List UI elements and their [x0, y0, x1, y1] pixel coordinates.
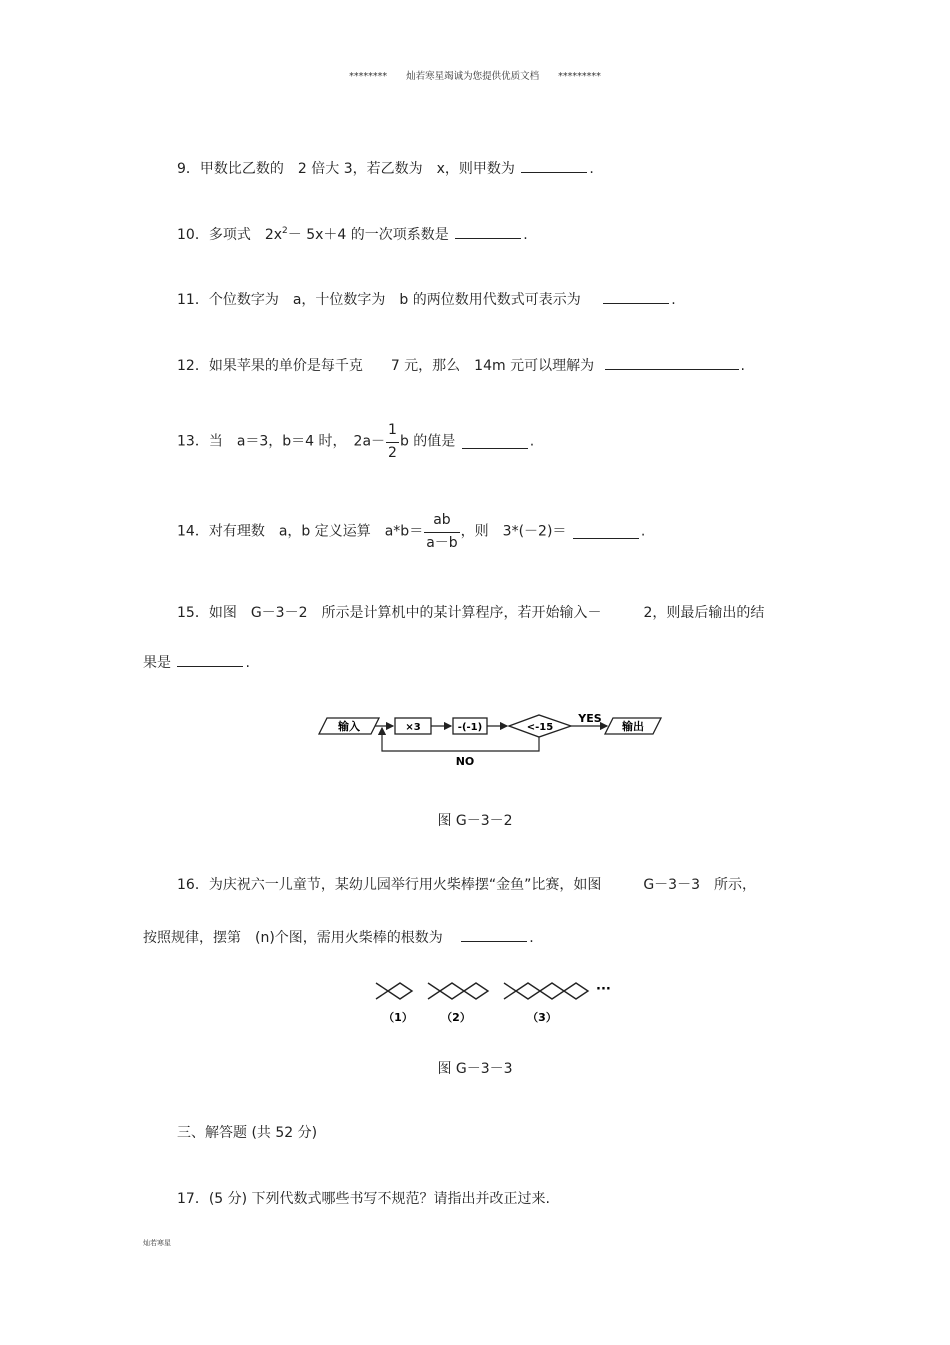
question-17: 17．(5 分) 下列代数式哪些书写不规范？请指出并改正过来.	[177, 1191, 550, 1207]
question-14: 14．对有理数 a，b 定义运算 a*b＝ $\frac{ab}{a-b}$ ，则 3*(－2)＝ .	[177, 512, 646, 551]
answer-blank	[603, 289, 669, 304]
question-9-text: 9．甲数比乙数的 2 倍大 3，若乙数为 x，则甲数为	[177, 161, 515, 177]
question-16-line1: 16．为庆祝六一儿童节，某幼儿园举行用火柴棒摆“金鱼”比赛，如图 G－3－3 所示，	[177, 877, 756, 893]
question-15-line1: 15．如图 G－3－2 所示是计算机中的某计算程序，若开始输入－ 2，则最后输出的结	[177, 605, 765, 621]
header-text: 灿若寒星竭诚为您提供优质文档	[406, 71, 540, 82]
figure-caption: 图 G－3－3	[437, 1061, 513, 1077]
question-15-line2: 果是 .	[143, 652, 250, 673]
fraction: $\frac{ab}{a-b}$	[426, 512, 458, 551]
question-11-text: 11．个位数字为 a，十位数字为 b 的两位数用代数式可表示为	[177, 292, 581, 308]
answer-blank	[573, 524, 639, 539]
no-label: NO	[455, 755, 475, 768]
program-flowchart	[315, 705, 665, 770]
question-9: 9．甲数比乙数的 2 倍大 3，若乙数为 x，则甲数为 .	[177, 158, 594, 179]
input-label: 输入	[338, 720, 360, 733]
yes-label: YES	[578, 712, 602, 725]
question-12: 12．如果苹果的单价是每千克 7 元，那么 14m 元可以理解为 .	[177, 355, 745, 376]
answer-blank	[605, 355, 739, 370]
fraction: $\frac{1}{2}$	[388, 422, 397, 461]
header-stars-left: ********	[349, 71, 388, 82]
page-footer: 灿若寒星	[143, 1239, 171, 1247]
multiply-label: ×3	[405, 722, 421, 733]
answer-blank	[455, 224, 521, 239]
subtract-label: -(-1)	[457, 722, 483, 733]
pattern-label-1: （1）	[383, 1011, 413, 1024]
page-header	[0, 68, 950, 82]
answer-blank	[521, 158, 587, 173]
pattern-label-2: （2）	[441, 1011, 471, 1024]
matchstick-fish-figure	[370, 975, 620, 1030]
question-16-line2: 按照规律，摆第 (n)个图，需用火柴棒的根数为 .	[143, 927, 534, 948]
question-10: 10．多项式 $2x^2- 5x+4$ 的一次项系数是 .	[177, 226, 528, 243]
fish-pattern-1	[376, 983, 412, 999]
header-stars-right: *********	[558, 71, 601, 82]
output-label: 输出	[622, 720, 644, 733]
condition-label: <-15	[526, 722, 554, 733]
fish-pattern-2	[428, 983, 488, 999]
answer-blank	[461, 927, 527, 942]
question-11: 11．个位数字为 a，十位数字为 b 的两位数用代数式可表示为 .	[177, 289, 676, 310]
question-13: 13．当 a＝3，b＝4 时， 2a－ $\frac{1}{2}$ b 的值是 .	[177, 422, 535, 461]
fish-pattern-3	[504, 983, 588, 999]
ellipsis: ···	[596, 982, 611, 997]
question-12-text: 12．如果苹果的单价是每千克 7 元，那么 14m 元可以理解为	[177, 358, 595, 374]
pattern-label-3: （3）	[527, 1011, 557, 1024]
answer-blank	[177, 652, 243, 667]
answer-blank	[462, 434, 528, 449]
figure-caption: 图 G－3－2	[437, 813, 513, 829]
section-heading: 三、解答题 (共 52 分)	[177, 1125, 318, 1141]
